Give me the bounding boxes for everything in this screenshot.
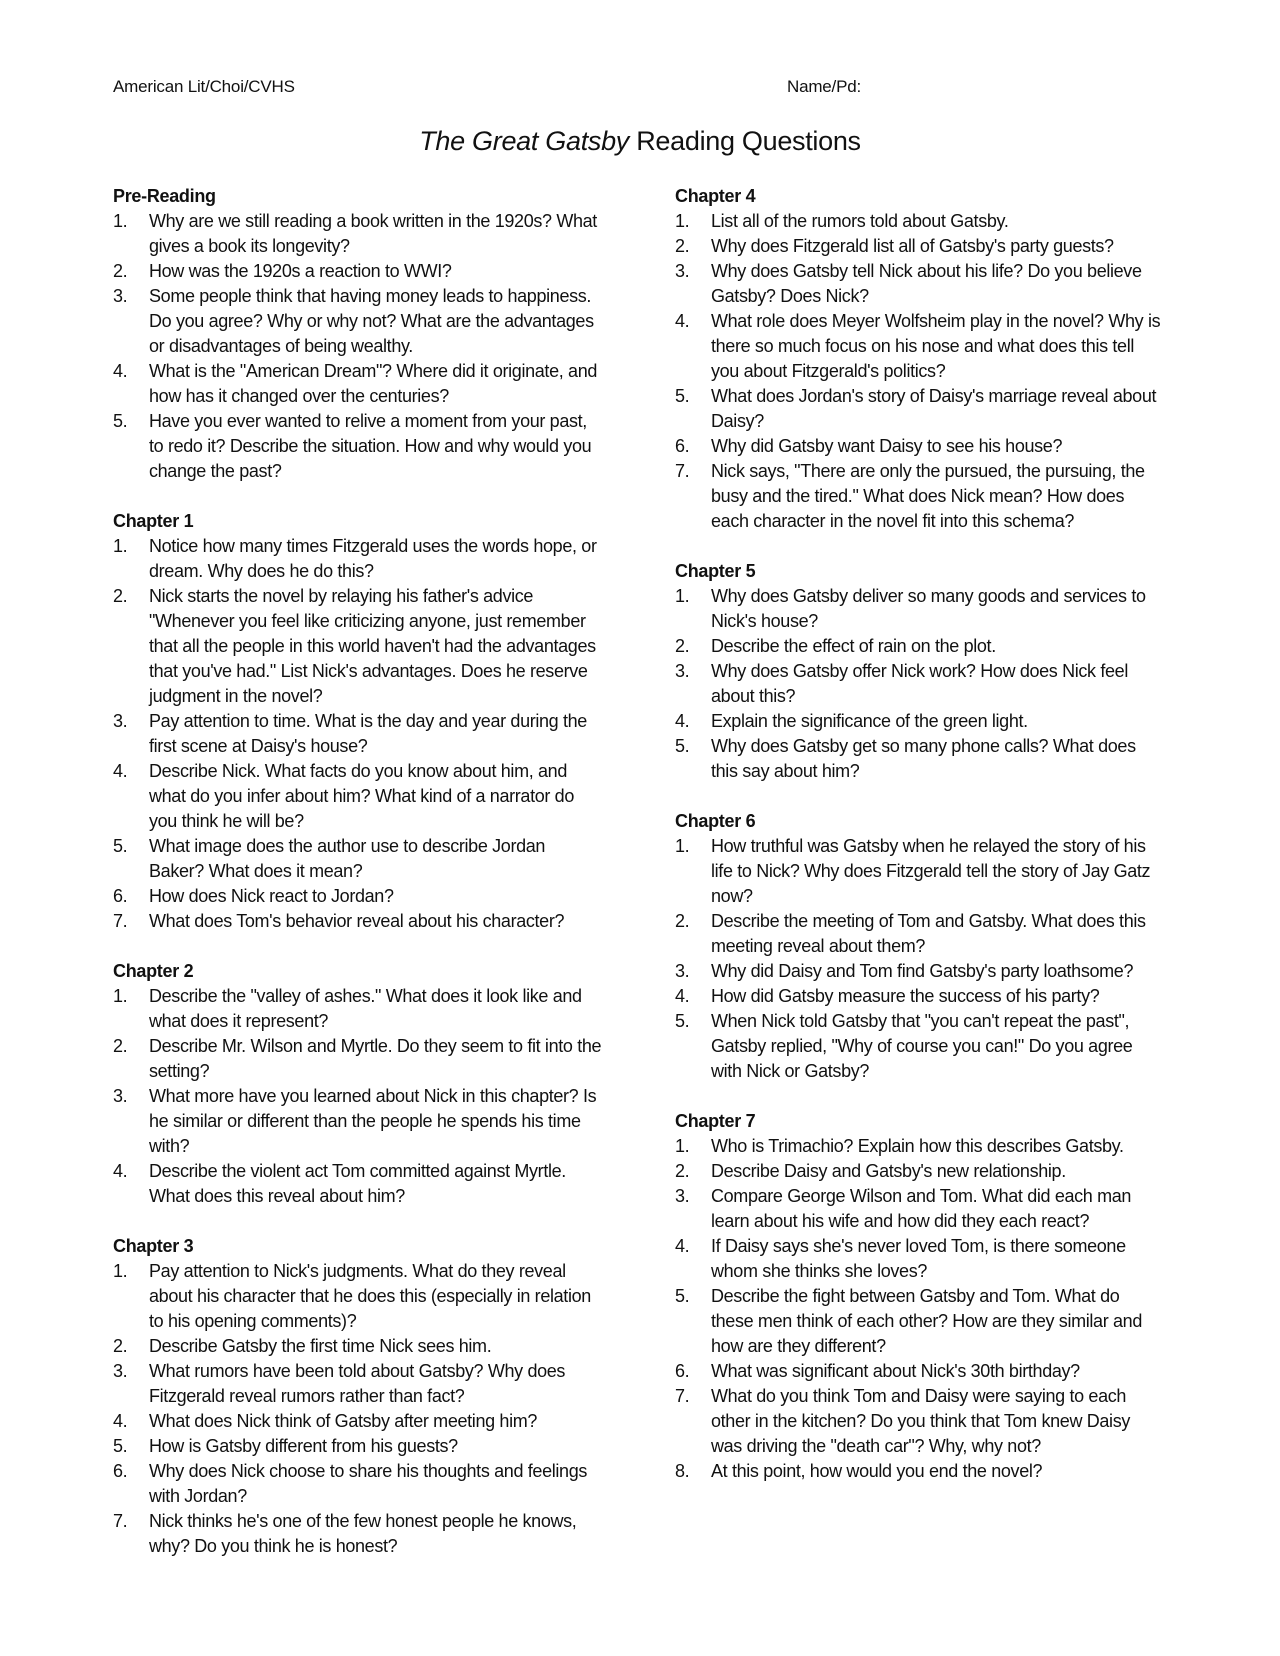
question-item <box>113 359 603 409</box>
question-item <box>675 634 1165 659</box>
question-text: Describe the fight between Gatsby and Tom. What do these men think of each other? How are they similar and how are they different? <box>711 1286 1142 1356</box>
section-heading: Pre-Reading <box>113 186 216 206</box>
question-number: 2. <box>113 1036 128 1056</box>
question-item <box>675 459 1165 534</box>
question-number: 3. <box>113 286 128 306</box>
question-number: 1. <box>675 836 690 856</box>
question-text: Why does Gatsby offer Nick work? How does Nick feel about this? <box>711 661 1128 706</box>
question-number: 2. <box>113 586 128 606</box>
question-item <box>675 1384 1165 1459</box>
question-item <box>113 1459 603 1509</box>
question-item <box>113 259 603 284</box>
question-number: 2. <box>675 236 690 256</box>
question-text: What is the "American Dream"? Where did it originate, and how has it changed over the centuries? <box>149 361 598 406</box>
question-number: 3. <box>675 261 690 281</box>
question-item <box>113 534 603 584</box>
question-number: 3. <box>113 1361 128 1381</box>
question-text: Why does Gatsby tell Nick about his life? Do you believe Gatsby? Does Nick? <box>711 261 1142 306</box>
question-number: 6. <box>113 1461 128 1481</box>
question-text: How is Gatsby different from his guests? <box>149 1436 458 1456</box>
question-number: 5. <box>675 736 690 756</box>
question-item <box>113 1259 603 1334</box>
question-section <box>675 184 1165 534</box>
question-number: 2. <box>113 1336 128 1356</box>
question-item <box>675 259 1165 309</box>
question-text: List all of the rumors told about Gatsby. <box>711 211 1009 231</box>
question-number: 5. <box>113 411 128 431</box>
question-text: What rumors have been told about Gatsby? Why does Fitzgerald reveal rumors rather than fact? <box>149 1361 566 1406</box>
question-number: 5. <box>113 1436 128 1456</box>
question-text: Why does Nick choose to share his thoughts and feelings with Jordan? <box>149 1461 588 1506</box>
question-text: If Daisy says she's never loved Tom, is there someone whom she thinks she loves? <box>711 1236 1126 1281</box>
question-list <box>113 1259 603 1559</box>
question-item <box>113 709 603 759</box>
section-heading: Chapter 1 <box>113 511 194 531</box>
question-number: 4. <box>113 761 128 781</box>
question-item <box>675 1134 1165 1159</box>
question-text: What does Tom's behavior reveal about his character? <box>149 911 565 931</box>
section-heading: Chapter 5 <box>675 561 756 581</box>
question-item <box>113 1359 603 1409</box>
question-number: 5. <box>113 836 128 856</box>
question-item <box>113 884 603 909</box>
question-number: 2. <box>675 636 690 656</box>
question-item <box>675 1184 1165 1234</box>
question-text: Describe Gatsby the first time Nick sees him. <box>149 1336 492 1356</box>
question-text: How did Gatsby measure the success of his party? <box>711 986 1100 1006</box>
question-text: Compare George Wilson and Tom. What did each man learn about his wife and how did they each react? <box>711 1186 1132 1231</box>
question-text: Some people think that having money leads to happiness. Do you agree? Why or why not? What are the advantages or disadvantages of being wealthy. <box>149 286 594 356</box>
name-period-label: Name/Pd: <box>787 77 861 96</box>
question-text: Why did Daisy and Tom find Gatsby's party loathsome? <box>711 961 1134 981</box>
question-text: How does Nick react to Jordan? <box>149 886 394 906</box>
question-number: 5. <box>675 1286 690 1306</box>
question-item <box>113 1084 603 1159</box>
question-text: Why does Fitzgerald list all of Gatsby's party guests? <box>711 236 1114 256</box>
question-item <box>113 1034 603 1084</box>
question-item <box>675 834 1165 909</box>
question-item <box>113 1409 603 1434</box>
question-text: Describe the "valley of ashes." What does it look like and what does it represent? <box>149 986 582 1031</box>
question-text: What was significant about Nick's 30th birthday? <box>711 1361 1080 1381</box>
question-section <box>675 559 1165 784</box>
question-item <box>675 209 1165 234</box>
question-text: What role does Meyer Wolfsheim play in the novel? Why is there so much focus on his nose and what does this tell you about Fitzgerald's politics? <box>711 311 1161 381</box>
question-item <box>113 759 603 834</box>
left-column <box>113 184 603 1584</box>
question-number: 4. <box>113 361 128 381</box>
question-text: What image does the author use to describe Jordan Baker? What does it mean? <box>149 836 546 881</box>
question-item <box>675 984 1165 1009</box>
question-number: 3. <box>675 1186 690 1206</box>
question-number: 7. <box>675 461 690 481</box>
question-text: Why are we still reading a book written in the 1920s? What gives a book its longevity? <box>149 211 597 256</box>
question-text: Why did Gatsby want Daisy to see his house? <box>711 436 1063 456</box>
question-item <box>113 984 603 1034</box>
question-item <box>675 1234 1165 1284</box>
question-item <box>675 234 1165 259</box>
question-section <box>113 959 603 1209</box>
section-heading: Chapter 6 <box>675 811 756 831</box>
question-section <box>113 184 603 484</box>
question-section <box>113 1234 603 1559</box>
question-text: Who is Trimachio? Explain how this describes Gatsby. <box>711 1136 1124 1156</box>
question-item <box>113 909 603 934</box>
question-number: 3. <box>675 661 690 681</box>
question-number: 1. <box>675 211 690 231</box>
question-number: 4. <box>113 1161 128 1181</box>
section-heading: Chapter 3 <box>113 1236 194 1256</box>
question-number: 3. <box>675 961 690 981</box>
question-text: What does Nick think of Gatsby after meeting him? <box>149 1411 538 1431</box>
question-number: 8. <box>675 1461 690 1481</box>
question-number: 4. <box>675 986 690 1006</box>
question-number: 5. <box>675 386 690 406</box>
title-rest: Reading Questions <box>629 126 861 156</box>
question-number: 6. <box>113 886 128 906</box>
question-text: Describe the meeting of Tom and Gatsby. What does this meeting reveal about them? <box>711 911 1146 956</box>
question-number: 1. <box>675 586 690 606</box>
question-list <box>113 534 603 934</box>
question-item <box>675 584 1165 634</box>
question-item <box>675 734 1165 784</box>
question-text: Describe Daisy and Gatsby's new relationship. <box>711 1161 1066 1181</box>
question-item <box>675 1459 1165 1484</box>
question-number: 4. <box>675 1236 690 1256</box>
question-item <box>113 1334 603 1359</box>
question-item <box>113 1509 603 1559</box>
question-number: 1. <box>113 536 128 556</box>
question-number: 3. <box>113 1086 128 1106</box>
question-item <box>675 1159 1165 1184</box>
question-list <box>113 209 603 484</box>
question-list <box>113 984 603 1209</box>
question-text: Pay attention to Nick's judgments. What do they reveal about his character that he does this (especially in relation to his opening comments)? <box>149 1261 591 1331</box>
question-text: Describe the violent act Tom committed against Myrtle. What does this reveal about him? <box>149 1161 566 1206</box>
right-column <box>675 184 1165 1509</box>
question-text: What more have you learned about Nick in this chapter? Is he similar or different than the people he spends his time with? <box>149 1086 597 1156</box>
question-number: 3. <box>113 711 128 731</box>
course-header: American Lit/Choi/CVHS <box>113 77 295 96</box>
question-number: 1. <box>675 1136 690 1156</box>
question-list <box>675 584 1165 784</box>
question-section <box>113 509 603 934</box>
question-number: 7. <box>675 1386 690 1406</box>
question-item <box>675 659 1165 709</box>
section-heading: Chapter 4 <box>675 186 756 206</box>
question-item <box>675 1009 1165 1084</box>
question-section <box>675 809 1165 1084</box>
question-section <box>675 1109 1165 1484</box>
question-text: Have you ever wanted to relive a moment from your past, to redo it? Describe the situation. How and why would you change the past? <box>149 411 592 481</box>
question-item <box>675 1284 1165 1359</box>
question-text: When Nick told Gatsby that "you can't repeat the past", Gatsby replied, "Why of course you can!" Do you agree with Nick or Gatsby? <box>711 1011 1133 1081</box>
question-number: 1. <box>113 1261 128 1281</box>
question-number: 2. <box>113 261 128 281</box>
question-number: 6. <box>675 1361 690 1381</box>
question-number: 5. <box>675 1011 690 1031</box>
question-number: 6. <box>675 436 690 456</box>
question-number: 7. <box>113 1511 128 1531</box>
question-list <box>675 1134 1165 1484</box>
question-text: Notice how many times Fitzgerald uses the words hope, or dream. Why does he do this? <box>149 536 597 581</box>
section-heading: Chapter 7 <box>675 1111 756 1131</box>
page-title <box>0 124 1280 158</box>
question-text: Why does Gatsby deliver so many goods and services to Nick's house? <box>711 586 1146 631</box>
question-text: How truthful was Gatsby when he relayed the story of his life to Nick? Why does Fitzgerald tell the story of Jay Gatz now? <box>711 836 1151 906</box>
question-item <box>675 309 1165 384</box>
question-item <box>113 584 603 709</box>
question-list <box>675 834 1165 1084</box>
question-number: 2. <box>675 1161 690 1181</box>
question-item <box>113 409 603 484</box>
question-item <box>675 384 1165 434</box>
question-number: 7. <box>113 911 128 931</box>
question-number: 4. <box>675 311 690 331</box>
question-number: 1. <box>113 211 128 231</box>
question-item <box>675 434 1165 459</box>
question-text: Pay attention to time. What is the day and year during the first scene at Daisy's house? <box>149 711 587 756</box>
question-item <box>675 1359 1165 1384</box>
question-item <box>113 209 603 259</box>
question-item <box>675 959 1165 984</box>
question-item <box>113 834 603 884</box>
question-item <box>113 284 603 359</box>
question-number: 4. <box>675 711 690 731</box>
question-text: Describe the effect of rain on the plot. <box>711 636 996 656</box>
question-text: Describe Nick. What facts do you know about him, and what do you infer about him? What kind of a narrator do you think he will be? <box>149 761 575 831</box>
question-item <box>113 1434 603 1459</box>
question-text: How was the 1920s a reaction to WWI? <box>149 261 452 281</box>
question-text: At this point, how would you end the novel? <box>711 1461 1043 1481</box>
question-text: Explain the significance of the green light. <box>711 711 1028 731</box>
question-text: What do you think Tom and Daisy were saying to each other in the kitchen? Do you think that Tom knew Daisy was driving the "death car"? Why, why not? <box>711 1386 1130 1456</box>
question-item <box>113 1159 603 1209</box>
question-text: Nick thinks he's one of the few honest people he knows, why? Do you think he is honest? <box>149 1511 577 1556</box>
question-number: 1. <box>113 986 128 1006</box>
question-number: 4. <box>113 1411 128 1431</box>
question-text: Nick starts the novel by relaying his father's advice "Whenever you feel like criticizing anyone, just remember that all the people in this world haven't had the advantages that you've had." List Nick's advantages. Does he reserve judgment in the novel? <box>149 586 596 706</box>
question-text: What does Jordan's story of Daisy's marriage reveal about Daisy? <box>711 386 1157 431</box>
question-item <box>675 709 1165 734</box>
question-number: 2. <box>675 911 690 931</box>
question-text: Describe Mr. Wilson and Myrtle. Do they seem to fit into the setting? <box>149 1036 602 1081</box>
question-list <box>675 209 1165 534</box>
section-heading: Chapter 2 <box>113 961 194 981</box>
question-item <box>675 909 1165 959</box>
question-text: Nick says, "There are only the pursued, the pursuing, the busy and the tired." What does Nick mean? How does each character in the novel fit into this schema? <box>711 461 1145 531</box>
title-book-name: The Great Gatsby <box>419 126 630 156</box>
question-text: Why does Gatsby get so many phone calls? What does this say about him? <box>711 736 1136 781</box>
